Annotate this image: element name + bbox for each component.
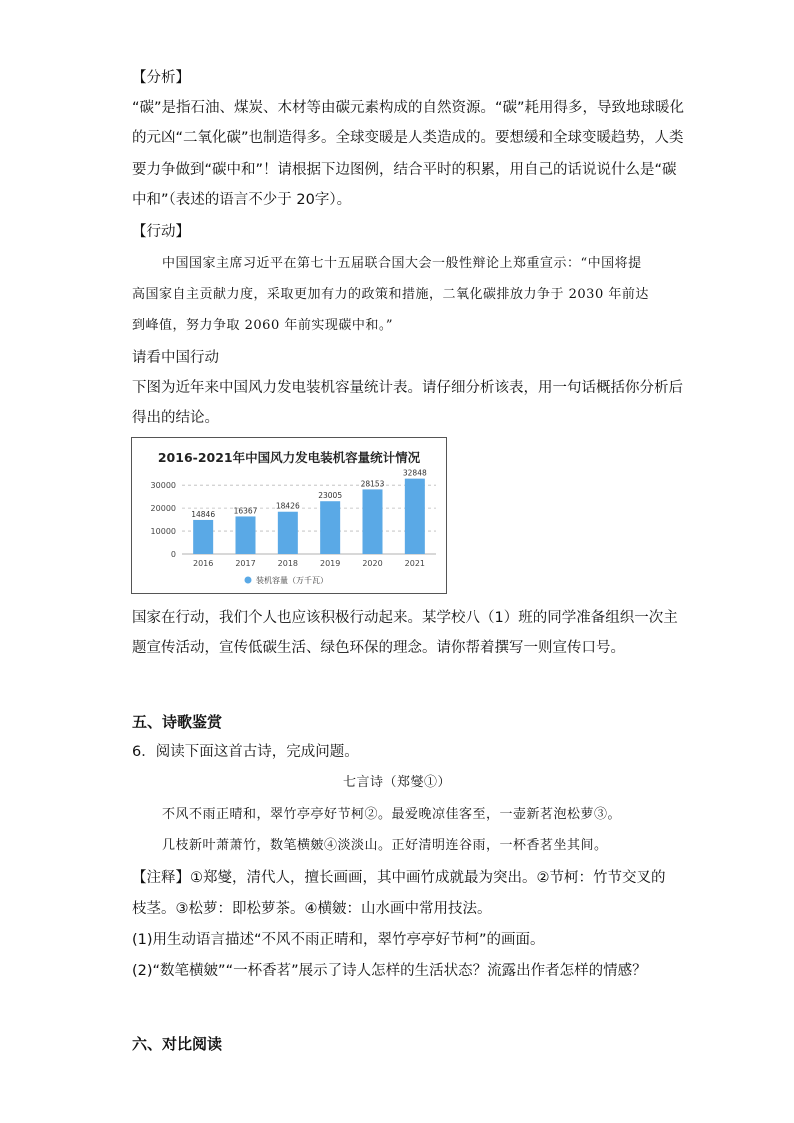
x-tick-label: 2016 <box>192 559 214 568</box>
slogan-line-2: 题宣传活动，宣传低碳生活、绿色环保的理念。请你帮着撰写一则宣传口号。 <box>132 640 625 656</box>
bar <box>236 516 256 554</box>
bar-value-label: 14846 <box>191 509 216 519</box>
y-tick-label: 0 <box>170 550 176 559</box>
bar <box>278 512 298 554</box>
task-line-2: 得出的结论。 <box>132 410 219 426</box>
bar-value-label: 23005 <box>318 491 343 501</box>
notes-line-1: 【注释】①郑燮，清代人，擅长画画，其中画竹成就最为突出。②节柯：竹节交叉的 <box>132 870 666 886</box>
question-1: (1)用生动语言描述“不风不雨正晴和，翠竹亭亭好节柯”的画面。 <box>132 932 545 948</box>
bar-value-label: 16367 <box>233 506 258 516</box>
x-tick-label: 2021 <box>404 559 426 568</box>
bar <box>363 489 383 554</box>
bar-value-label: 28153 <box>360 479 385 489</box>
bar <box>405 479 425 554</box>
chart-svg <box>132 438 446 593</box>
y-tick-label: 10000 <box>150 527 176 537</box>
poem-line-1: 不风不雨正晴和，翠竹亭亭好节柯②。最爱晚凉佳客至，一壶新茗泡松萝③。 <box>162 807 622 822</box>
task-line-1: 下图为近年来中国风力发电装机容量统计表。请仔细分析该表，用一句话概括你分析后 <box>132 380 683 396</box>
wind-capacity-chart <box>131 437 447 594</box>
y-tick-label: 20000 <box>150 504 176 514</box>
x-tick-label: 2019 <box>319 559 341 568</box>
bar <box>193 520 213 554</box>
section5-title: 五、诗歌鉴赏 <box>132 713 223 731</box>
section5-question: 6．阅读下面这首古诗，完成问题。 <box>132 744 359 760</box>
section6-title: 六、对比阅读 <box>132 1035 223 1053</box>
x-tick-label: 2017 <box>235 559 256 568</box>
legend-marker <box>245 577 252 584</box>
question-2: (2)“数笔横皴”“一杯香茗”展示了诗人怎样的生活状态？流露出作者怎样的情感？ <box>132 963 647 979</box>
action-quote-line-1: 中国国家主席习近平在第七十五届联合国大会一般性辩论上郑重宣示：“中国将提 <box>162 256 642 271</box>
analysis-line-4: 中和”（表述的语言不少于 20字）。 <box>132 192 352 208</box>
action-quote-line-3: 到峰值，努力争取 2060 年前实现碳中和。” <box>132 318 393 333</box>
analysis-line-3: 要力争做到“碳中和”！请根据下边图例，结合平时的积累，用自己的话说说什么是“碳 <box>132 162 677 178</box>
legend-label: 装机容量（万千瓦） <box>256 576 328 585</box>
analysis-header: 【分析】 <box>132 70 190 86</box>
action-quote-line-2: 高国家自主贡献力度，采取更加有力的政策和措施，二氧化碳排放力争于 2030 年前达 <box>132 287 649 302</box>
analysis-line-2: 的元凶“二氧化碳”也制造得多。全球变暖是人类造成的。要想缓和全球变暖趋势，人类 <box>132 130 684 146</box>
bar-value-label: 18426 <box>275 501 300 511</box>
y-tick-label: 30000 <box>150 481 176 491</box>
bar <box>320 501 340 554</box>
slogan-line-1: 国家在行动，我们个人也应该积极行动起来。某学校八（1）班的同学准备组织一次主 <box>132 610 678 626</box>
x-tick-label: 2020 <box>362 559 383 568</box>
china-action-label: 请看中国行动 <box>132 350 219 366</box>
poem-title: 七言诗（郑燮①） <box>342 775 451 790</box>
action-header: 【行动】 <box>132 224 190 240</box>
analysis-line-1: “碳”是指石油、煤炭、木材等由碳元素构成的自然资源。“碳”耗用得多，导致地球暖化 <box>132 100 685 116</box>
x-tick-label: 2018 <box>277 559 299 568</box>
notes-line-2: 枝茎。③松萝：即松萝茶。④横皴：山水画中常用技法。 <box>132 901 492 917</box>
poem-line-2: 几枝新叶萧萧竹，数笔横皴④淡淡山。正好清明连谷雨，一杯香茗坐其间。 <box>162 838 608 853</box>
chart-title: 2016-2021年中国风力发电装机容量统计情况 <box>157 450 421 465</box>
bar-value-label: 32848 <box>402 468 427 478</box>
